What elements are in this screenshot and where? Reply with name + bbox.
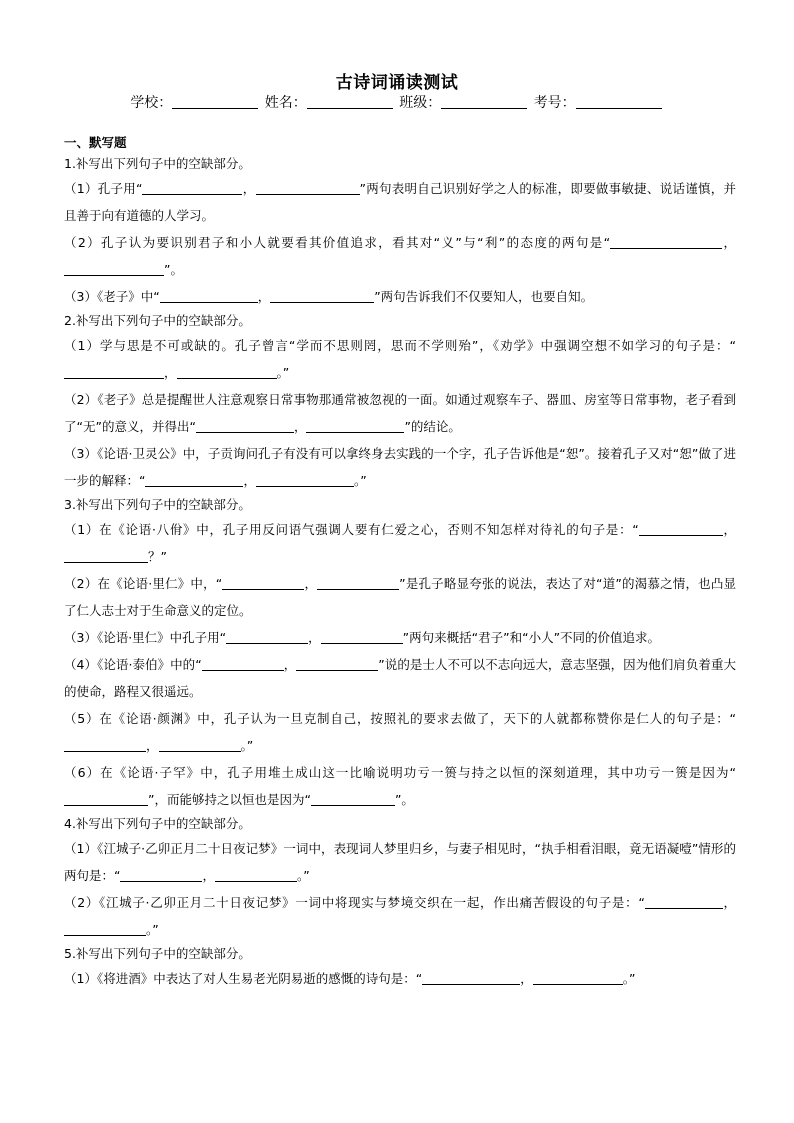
question-2-item-2: （2）《老子》总是提醒世人注意观察日常事物那通常被忽视的一面。如通过观察车子、器皿、房室等日常事物，老子看到了“无”的意义，并得出“ ， ”的结论。 xyxy=(64,392,736,434)
question-3-item-4: （4）《论语·泰伯》中的“ ， ”说的是士人不可以不志向远大，意志坚强，因为他们肩负着重大的使命，路程又很遥远。 xyxy=(64,657,736,699)
question-5-item-1: （1）《将进酒》中表达了对人生易老光阴易逝的感慨的诗句是：“ ， 。” xyxy=(64,971,636,986)
question-3-item-6: （6）在《论语·子罕》中，孔子用堆土成山这一比喻说明功亏一篑与持之以恒的深刻道理，其中功亏一篑是因为“”，而能够持之以恒也是因为“ ”。 xyxy=(64,765,736,807)
question-1-head: 1.补写出下列句子中的空缺部分。 xyxy=(64,156,251,171)
answer-blank[interactable] xyxy=(64,922,146,936)
answer-blank[interactable] xyxy=(64,549,148,563)
answer-blank[interactable] xyxy=(196,419,294,433)
exam-number-label: 考号： xyxy=(533,95,576,111)
answer-blank[interactable] xyxy=(256,181,360,195)
answer-blank[interactable] xyxy=(160,289,258,303)
answer-blank[interactable] xyxy=(177,365,277,379)
answer-blank[interactable] xyxy=(422,971,520,985)
school-blank[interactable] xyxy=(172,94,258,109)
class-label: 班级： xyxy=(399,95,442,111)
answer-blank[interactable] xyxy=(120,868,202,882)
name-blank[interactable] xyxy=(307,94,393,109)
answer-blank[interactable] xyxy=(311,792,395,806)
question-3-item-2: （2）在《论语·里仁》中，“ ， ”是孔子略显夸张的说法，表达了对“道”的渴慕之情，也凸显了仁人志士对于生命意义的定位。 xyxy=(64,576,736,618)
student-info-row xyxy=(0,92,794,112)
exam-number-blank[interactable] xyxy=(576,94,662,109)
question-2-item-1: （1）学与思是不可或缺的。孔子曾言“学而不思则罔，思而不学则殆”，《劝学》中强调空想不如学习的句子是：“， 。” xyxy=(64,338,736,380)
question-3-item-1: （1）在《论语·八佾》中，孔子用反问语气强调人要有仁爱之心，否则不知怎样对待礼的句子是：“ ，？” xyxy=(64,522,736,564)
answer-blank[interactable] xyxy=(64,738,146,752)
answer-blank[interactable] xyxy=(159,738,241,752)
name-label: 姓名： xyxy=(264,95,307,111)
answer-blank[interactable] xyxy=(64,792,148,806)
answer-blank[interactable] xyxy=(222,576,304,590)
question-2-head: 2.补写出下列句子中的空缺部分。 xyxy=(64,313,251,328)
answer-blank[interactable] xyxy=(645,895,675,909)
answer-blank[interactable] xyxy=(533,971,623,985)
answer-blank[interactable] xyxy=(256,473,354,487)
answer-blank-continued[interactable] xyxy=(679,522,723,536)
question-4-head: 4.补写出下列句子中的空缺部分。 xyxy=(64,816,251,831)
answer-blank[interactable] xyxy=(317,576,399,590)
section-title: 一、默写题 xyxy=(64,135,127,150)
class-blank[interactable] xyxy=(441,94,527,109)
question-2-item-3: （3）《论语·卫灵公》中，子贡询问孔子有没有可以拿终身去实践的一个字，孔子告诉他是“恕”。接着孔子又对“恕”做了进一步的解释：“ ， 。” xyxy=(64,446,736,488)
answer-blank[interactable] xyxy=(142,181,242,195)
answer-blank[interactable] xyxy=(270,289,374,303)
question-1-item-2: （2）孔子认为要识别君子和小人就要看其价值追求，看其对“义”与“利”的态度的两句是“ ，”。 xyxy=(64,235,736,277)
answer-blank[interactable] xyxy=(296,657,378,671)
answer-blank[interactable] xyxy=(64,262,164,276)
question-3-head: 3.补写出下列句子中的空缺部分。 xyxy=(64,497,251,512)
question-1-item-1: （1）孔子用“ ， ”两句表明自己识别好学之人的标准，即要做事敏捷、说话谨慎，并且善于向有道德的人学习。 xyxy=(64,181,736,223)
answer-blank[interactable] xyxy=(306,419,404,433)
answer-blank[interactable] xyxy=(321,630,403,644)
question-5-head: 5.补写出下列句子中的空缺部分。 xyxy=(64,946,251,961)
answer-blank[interactable] xyxy=(226,630,308,644)
answer-blank-continued[interactable] xyxy=(708,235,722,249)
answer-blank[interactable] xyxy=(64,365,164,379)
answer-blank[interactable] xyxy=(215,868,297,882)
question-4-item-1: （1）《江城子·乙卯正月二十日夜记梦》一词中，表现词人梦里归乡，与妻子相见时，“执手相看泪眼，竟无语凝噎”情形的两句是：“ ， 。” xyxy=(64,841,736,883)
question-3-item-5: （5）在《论语·颜渊》中，孔子认为一旦克制自己，按照礼的要求去做了，天下的人就都称赞你是仁人的句子是：“， 。” xyxy=(64,711,736,753)
question-3-item-3: （3）《论语·里仁》中孔子用“ ， ”两句来概括“君子”和“小人”不同的价值追求。 xyxy=(64,630,661,645)
question-1-item-3: （3）《老子》中“ ， ”两句告诉我们不仅要知人，也要自知。 xyxy=(64,289,594,304)
answer-blank[interactable] xyxy=(202,657,284,671)
answer-blank-continued[interactable] xyxy=(675,895,723,909)
school-label: 学校： xyxy=(130,95,173,111)
question-content xyxy=(64,133,736,992)
question-4-item-2: （2）《江城子·乙卯正月二十日夜记梦》一词中将现实与梦境交织在一起，作出痛苦假设的句子是：“ ，。” xyxy=(64,895,736,937)
answer-blank[interactable] xyxy=(145,473,243,487)
answer-blank[interactable] xyxy=(610,235,708,249)
page-title: 古诗词诵读测试 xyxy=(335,73,459,93)
answer-blank[interactable] xyxy=(639,522,679,536)
